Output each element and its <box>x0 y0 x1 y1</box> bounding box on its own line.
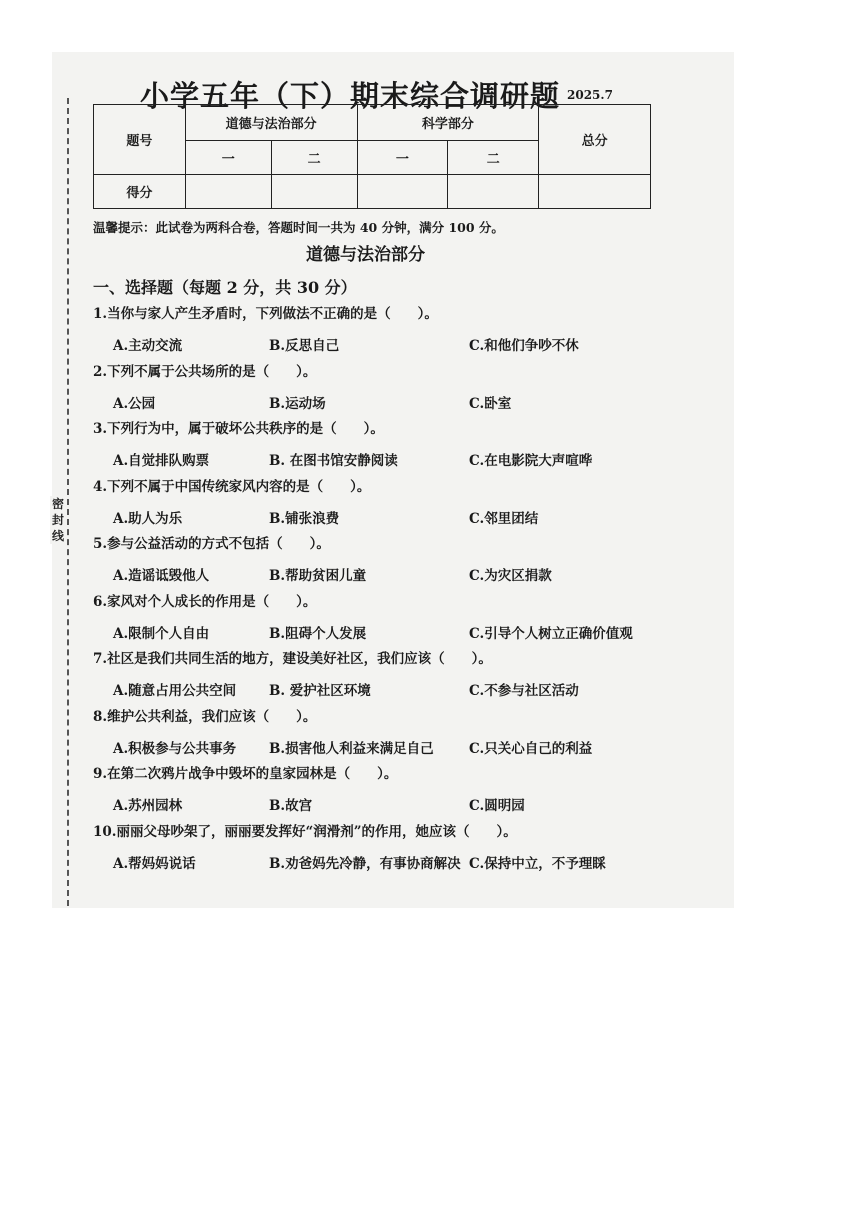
score-table-score-label: 得分 <box>94 175 186 209</box>
question-item <box>93 707 693 759</box>
score-cell-4[interactable] <box>448 175 539 209</box>
question-options <box>93 394 693 414</box>
question-item <box>93 362 693 414</box>
score-cell-total[interactable] <box>539 175 651 209</box>
question-options <box>93 739 693 759</box>
score-table-total-label: 总分 <box>539 105 651 175</box>
score-table-col-1: 一 <box>185 141 271 175</box>
option-a[interactable]: A.积极参与公共事务 <box>113 740 237 757</box>
option-a[interactable]: A.随意占用公共空间 <box>113 683 237 699</box>
question-item <box>93 592 693 644</box>
option-a[interactable]: A.苏州园林 <box>113 798 183 814</box>
exam-title: 小学五年（下）期末综合调研题 <box>140 79 561 113</box>
option-b[interactable]: B.帮助贫困儿童 <box>269 568 367 584</box>
part-heading: 一、选择题（每题 2 分，共 30 分） <box>93 278 357 297</box>
question-options <box>93 624 693 644</box>
option-a[interactable]: A.公园 <box>113 395 156 412</box>
option-b[interactable]: B.劝爸妈先冷静，有事协商解决 <box>269 855 461 872</box>
option-c[interactable]: C.只关心自己的利益 <box>469 740 593 757</box>
option-b[interactable]: B.运动场 <box>269 395 326 412</box>
option-b[interactable]: B. 在图书馆安静阅读 <box>269 453 398 469</box>
question-stem: 8.维护公共利益，我们应该（ ）。 <box>93 708 317 725</box>
option-c[interactable]: C.邻里团结 <box>469 510 539 527</box>
question-stem: 2.下列不属于公共场所的是（ ）。 <box>93 363 317 380</box>
question-stem: 6.家风对个人成长的作用是（ ）。 <box>93 593 317 610</box>
question-item <box>93 419 693 471</box>
option-c[interactable]: C.卧室 <box>469 395 512 412</box>
option-a[interactable]: A.自觉排队购票 <box>113 453 210 469</box>
option-a[interactable]: A.造谣诋毁他人 <box>113 568 210 584</box>
score-cell-3[interactable] <box>357 175 448 209</box>
exam-date: 2025.7 <box>567 88 613 102</box>
score-table-col-2: 二 <box>271 141 357 175</box>
option-a[interactable]: A.限制个人自由 <box>113 625 210 642</box>
option-a[interactable]: A.助人为乐 <box>113 510 183 527</box>
seal-margin-line <box>67 98 69 906</box>
question-stem: 9.在第二次鸦片战争中毁坏的皇家园林是（ ）。 <box>93 766 398 782</box>
score-table-science-group: 科学部分 <box>357 105 539 141</box>
score-cell-2[interactable] <box>271 175 357 209</box>
question-stem: 4.下列不属于中国传统家风内容的是（ ）。 <box>93 478 371 495</box>
question-stem: 10.丽丽父母吵架了，丽丽要发挥好“润滑剂”的作用，她应该（ ）。 <box>93 823 517 840</box>
question-item <box>93 477 693 529</box>
option-c[interactable]: C.保持中立，不予理睬 <box>469 855 606 872</box>
question-item <box>93 649 693 701</box>
option-b[interactable]: B.故宫 <box>269 798 313 814</box>
score-table-col-3: 一 <box>357 141 448 175</box>
option-b[interactable]: B.损害他人利益来满足自己 <box>269 740 434 757</box>
option-b[interactable]: B.铺张浪费 <box>269 510 340 527</box>
question-options <box>93 854 693 874</box>
option-c[interactable]: C.引导个人树立正确价值观 <box>469 625 633 642</box>
option-c[interactable]: C.圆明园 <box>469 798 525 814</box>
option-c[interactable]: C.在电影院大声喧哗 <box>469 453 593 469</box>
option-b[interactable]: B. 爱护社区环境 <box>269 683 371 699</box>
option-b[interactable]: B.阻碍个人发展 <box>269 625 367 642</box>
question-options <box>93 566 693 586</box>
question-options <box>93 796 693 816</box>
seal-line-label: 密封线 <box>51 497 64 543</box>
option-a[interactable]: A.帮妈妈说话 <box>113 855 196 872</box>
question-stem: 7.社区是我们共同生活的地方，建设美好社区，我们应该（ ）。 <box>93 651 492 667</box>
question-stem: 1.当你与家人产生矛盾时，下列做法不正确的是（ ）。 <box>93 306 438 322</box>
option-b[interactable]: B.反思自己 <box>269 338 340 354</box>
score-table-moral-group: 道德与法治部分 <box>185 105 357 141</box>
score-table-question-label: 题号 <box>94 105 186 175</box>
option-c[interactable]: C.不参与社区活动 <box>469 683 579 699</box>
question-item <box>93 822 693 874</box>
option-c[interactable]: C.为灾区捐款 <box>469 568 552 584</box>
question-options <box>93 509 693 529</box>
question-stem: 5.参与公益活动的方式不包括（ ）。 <box>93 536 330 552</box>
score-table <box>93 104 651 209</box>
question-options <box>93 336 693 356</box>
question-item <box>93 534 693 586</box>
question-item <box>93 304 693 356</box>
question-item <box>93 764 693 816</box>
exam-tip: 温馨提示：此试卷为两科合卷，答题时间一共为 40 分钟，满分 100 分。 <box>93 220 504 235</box>
option-c[interactable]: C.和他们争吵不休 <box>469 338 579 354</box>
question-stem: 3.下列行为中，属于破坏公共秩序的是（ ）。 <box>93 421 384 437</box>
question-options <box>93 681 693 701</box>
question-options <box>93 451 693 471</box>
score-table-col-4: 二 <box>448 141 539 175</box>
section-title: 道德与法治部分 <box>306 245 425 265</box>
option-a[interactable]: A.主动交流 <box>113 338 183 354</box>
score-cell-1[interactable] <box>185 175 271 209</box>
